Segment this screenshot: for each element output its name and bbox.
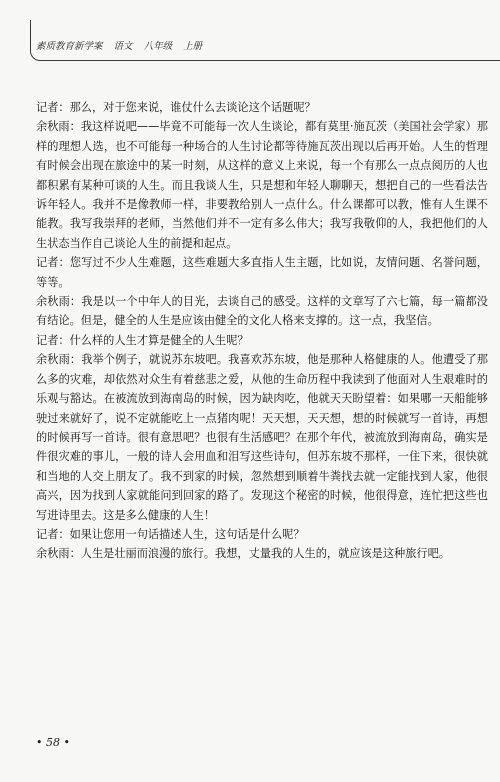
header-subject: 语文: [113, 41, 133, 52]
interview-body: [36, 98, 488, 564]
paragraph-reporter-question-1: 记者：那么，对于您来说，谁仗什么去谈论这个话题呢？: [36, 101, 316, 114]
paragraph-reporter-question-2: 记者：您写过不少人生难题，这些难题大多直指人生主题，比如说，友情问题、名誉问题，等等。: [36, 256, 488, 289]
paragraph-yu-answer-3: 余秋雨：我举个例子，就说苏东坡吧。我喜欢苏东坡，他是那种人格健康的人。他遭受了那么多的灾难，却依然对众生有着慈悲之爱，从他的生命历程中我读到了他面对人生艰难时的乐观与豁达。在被流放到海南岛的时候，因为缺肉吃，他就天天盼望着：如果哪一天船能够驶过来就好了，说不定就能吃上一点猪肉呢！天天想，天天想，想的时候就写一首诗，再想的时候再写一首诗。很有意思吧？也很有生活感吧？在那个年代，被流放到海南岛，确实是件很灾难的事儿，一般的诗人会用血和泪写这些诗句，但苏东坡不那样，一住下来，很快就和当地的人交上朋友了。我不到家的时候，忽然想到顺着牛粪找去就一定能找到人家，他很高兴，因为找到人家就能问到回家的路了。发现这个秘密的时候，他很得意，连忙把这些也写进诗里去。这是多么健康的人生！: [36, 353, 488, 522]
paragraph-reporter-question-4: 记者：如果让您用一句话描述人生，这句话是什么呢？: [36, 527, 305, 541]
paragraph-yu-answer-1: 余秋雨：我这样说吧——毕竟不可能每一次人生谈论，都有莫里·施瓦茨（美国社会学家）那样的理想人选，也不可能每一种场合的人生讨论都等待施瓦茨出现以后再开始。人生的哲理有时候会出现在旅途中的某一时刻，从这样的意义上来说，每一个有那么一点点阅历的人也都积累有某种可谈的人生。而且我谈人生，只是想和年轻人聊聊天，想把自己的一些看法告诉年轻人。我并不是像教师一样，非要教给别人一点什么。什么课都可以教，惟有人生课不能教。我写我崇拜的老师，当然他们并不一定有多么伟大；我写我敬仰的人，我把他们的人生状态当作自己谈论人生的前提和起点。: [36, 120, 488, 250]
header-series: 素质教育新学案: [36, 41, 103, 52]
running-header: [36, 38, 210, 52]
paragraph-yu-answer-4: 余秋雨：人生是壮丽而浪漫的旅行。我想，丈量我的人生的，就应该是这种旅行吧。: [36, 547, 450, 561]
paragraph-yu-answer-2: 余秋雨：我是以一个中年人的目光，去谈自己的感受。这样的文章写了六七篇，每一篇都没有结论。但是，健全的人生是应该由健全的文化人格来支撑的。这一点，我坚信。: [36, 295, 488, 328]
header-grade: 八年级: [143, 41, 173, 52]
header-volume: 上册: [183, 41, 203, 52]
page-number: • 58 •: [36, 736, 70, 749]
paragraph-reporter-question-3: 记者：什么样的人生才算是健全的人生呢？: [36, 333, 249, 347]
